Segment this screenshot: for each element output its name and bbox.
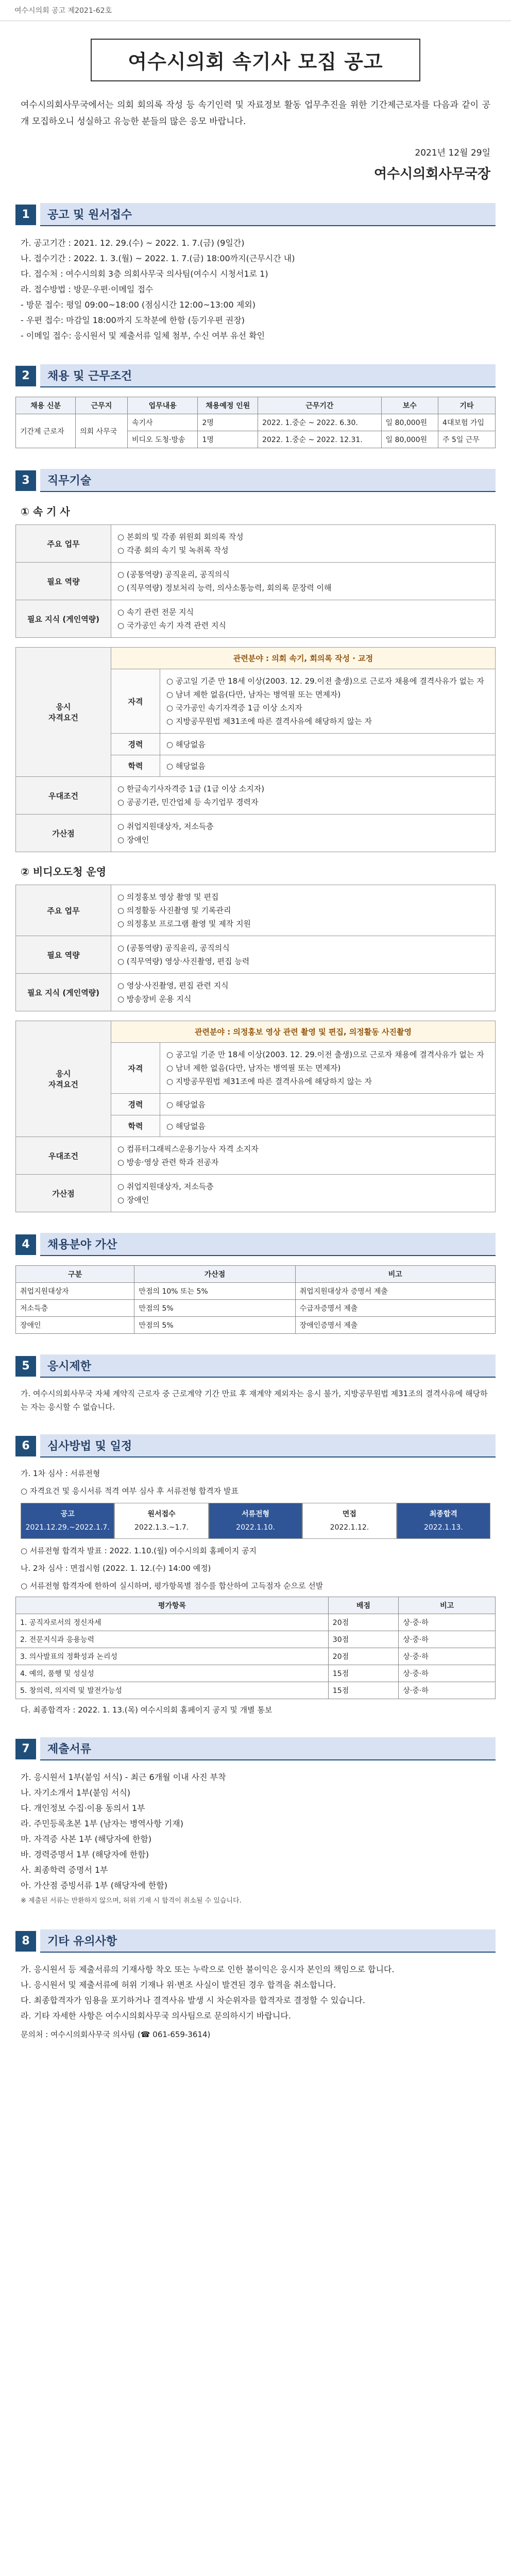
video-duty-table [15,885,496,1011]
documents-list [21,1770,490,1909]
list-item: 라. 기타 자세한 사항은 여수시의회사무국 의사팀으로 문의하시기 바랍니다. [21,2011,291,2021]
table-cell: 장애인증명서 제출 [295,1317,495,1334]
list-item: 나. 접수기간 : 2022. 1. 3.(월) ~ 2022. 1. 7.(금) 18:00까지(근무시간 내) [21,253,295,263]
table-header-row [16,1266,496,1283]
column-header: 채용 신분 [16,397,76,414]
table-row [16,1137,496,1175]
screening-result: ○ 서류전형 합격자 발표 : 2022. 1.10.(월) 여수시의회 홈페이지 공지 [21,1546,257,1555]
stenographer-requirements-table [15,647,496,852]
column-header: 배점 [328,1597,398,1614]
table-row [16,600,496,638]
restriction-text: 가. 여수시의회사무국 자체 계약직 근로자 중 근로계약 기간 만료 후 재계약 제외자는 응시 불가, 지방공무원법 제31조의 결격사유에 해당하는 자는 응시할 수 없습니다. [21,1389,488,1412]
announcement-date: 2021년 12월 29일 [415,148,490,158]
section-title: 심사방법 및 일정 [40,1434,496,1458]
column-header: 비고 [399,1597,496,1614]
section-number: 3 [15,470,36,491]
step-date: 2022.1.10. [236,1523,275,1532]
row-value [111,885,496,936]
value-line: ○ 영상·사진촬영, 편집 관련 지식 [117,981,229,990]
list-item: 가. 응시원서 등 제출서류의 기재사항 착오 또는 누락으로 인한 불이익은 응시자 본인의 책임으로 합니다. [21,1964,395,1974]
row-key: 응시 자격요건 [16,1021,111,1137]
table-cell: 만점의 5% [134,1300,295,1317]
schedule-step [114,1503,208,1539]
value-line: ○ 한글속기사자격증 1급 (1급 이상 소지자) [117,784,265,793]
section-3-heading [15,469,496,492]
related-field: 관련분야 : 의정홍보 영상 관련 촬영 및 편집, 의정활동 사진촬영 [111,1021,496,1043]
table-cell: 만점의 10% 또는 5% [134,1283,295,1300]
related-field: 관련분야 : 의회 속기, 회의록 작성 · 교정 [111,648,496,669]
bottom-spacer [0,2045,511,2066]
table-cell: 비디오 도청·방송 [127,431,197,448]
step-title: 서류전형 [241,1510,270,1518]
subsection-video: ② 비디오도청 운영 [21,866,107,878]
table-row [16,1665,496,1682]
table-row [16,1175,496,1212]
row-value [111,936,496,974]
table-cell: 20점 [328,1648,398,1665]
table-header-row [16,397,496,414]
schedule-step [302,1503,396,1539]
column-header: 비고 [295,1266,495,1283]
list-item: 다. 접수처 : 여수시의회 3층 의회사무국 의사팀(여수시 시청서1로 1) [21,269,268,279]
bonus-points-table [15,1265,496,1334]
table-row [16,1682,496,1699]
table-cell: 속기사 [127,414,197,431]
section-number: 1 [15,205,36,225]
section-title: 응시제한 [40,1354,496,1378]
step-date: 2021.12.29.~2022.1.7. [25,1523,110,1532]
list-item: 마. 자격증 사본 1부 (해당자에 한함) [21,1834,152,1844]
value-line: ○ 국가공인 속기 자격 관련 지식 [117,621,226,630]
section-1-heading [15,203,496,226]
table-row [16,1648,496,1665]
row-value [111,600,496,638]
list-item: 바. 경력증명서 1부 (해당자에 한함) [21,1850,149,1859]
table-cell: 일 80,000원 [381,414,438,431]
list-item: 가. 응시원서 1부(붙임 서식) - 최근 6개월 이내 사진 부착 [21,1772,226,1782]
notes-list [21,1962,490,2024]
evaluation-table [15,1597,496,1699]
table-row [16,414,496,431]
table-header-row [16,1597,496,1614]
list-item: - 방문 접수: 평일 09:00~18:00 (점심시간 12:00~13:00 제외) [21,300,256,310]
value-line: ○ 컴퓨터그래픽스운용기능사 자격 소지자 [117,1144,259,1154]
table-cell: 취업지원대상자 증명서 제출 [295,1283,495,1300]
table-row [16,1300,496,1317]
row-value [111,563,496,600]
row-subkey: 경력 [111,734,160,755]
column-header: 근무지 [76,397,128,414]
table-row [16,777,496,815]
table-cell: 1. 공직자로서의 정신자세 [16,1614,329,1631]
row-subkey: 경력 [111,1094,160,1115]
column-header: 구분 [16,1266,134,1283]
schedule-step [397,1503,490,1539]
table-cell: 기간제 근로자 [16,414,76,448]
value-line: ○ 장애인 [117,835,149,844]
list-item: 가. 공고기간 : 2021. 12. 29.(수) ~ 2022. 1. 7.(금) (9일간) [21,238,245,248]
value-line: ○ 지방공무원법 제31조에 따른 결격사유에 해당하지 않는 자 [166,717,372,726]
section-title: 기타 유의사항 [40,1929,496,1953]
value-line: ○ (직무역량) 영상·사진촬영, 편집 능력 [117,957,250,966]
row-value [111,777,496,815]
row-value: ○ 해당없음 [160,755,496,777]
step-title: 원서접수 [147,1510,176,1518]
step-title: 최종합격 [429,1510,457,1518]
row-subkey: 자격 [111,1043,160,1094]
value-line: ○ 취업지원대상자, 저소득층 [117,1182,214,1191]
table-cell: 2022. 1.중순 ~ 2022. 12.31. [258,431,382,448]
section-5-heading [15,1354,496,1378]
list-item: 나. 자기소개서 1부(붙임 서식) [21,1788,131,1798]
row-subkey: 학력 [111,755,160,777]
value-line: ○ 의정활동 사진촬영 및 기록관리 [117,906,231,915]
table-row [16,974,496,1011]
section-6-heading [15,1434,496,1458]
table-cell: 1명 [198,431,258,448]
list-item: 라. 주민등록초본 1부 (남자는 병역사항 기재) [21,1819,183,1828]
contact-info: 문의처 : 여수시의회사무국 의사팀 (☎ 061-659-3614) [21,2030,211,2039]
row-key: 필요 역량 [16,563,111,600]
section-number: 4 [15,1234,36,1255]
row-key: 주요 업무 [16,525,111,563]
issuer-name: 여수시의회사무국장 [373,166,490,182]
table-cell: 15점 [328,1682,398,1699]
table-cell: 장애인 [16,1317,134,1334]
step-date: 2022.1.13. [423,1523,463,1532]
row-subkey: 자격 [111,669,160,734]
row-key: 우대조건 [16,777,111,815]
list-item: 다. 개인정보 수집·이용 동의서 1부 [21,1803,145,1813]
title-wrap [0,21,511,92]
table-cell: 30점 [328,1631,398,1648]
table-cell: 4대보험 가입 [438,414,496,431]
value-line: ○ 취업지원대상자, 저소득층 [117,822,214,831]
announcement-number: 여수시의회 공고 제2021-62호 [0,0,511,21]
row-value [111,525,496,563]
list-item: 다. 최종합격자가 임용을 포기하거나 결격사유 발생 시 차순위자를 합격자로 결정할 수 있습니다. [21,1995,365,2005]
list-item: 라. 접수방법 : 방문·우편·이메일 접수 [21,284,154,294]
table-cell: 20점 [328,1614,398,1631]
table-cell: 일 80,000원 [381,431,438,448]
stenographer-duty-table [15,524,496,638]
row-value [111,815,496,852]
section-title: 공고 및 원서접수 [40,203,496,226]
row-value [111,974,496,1011]
value-line: ○ (공통역량) 공직윤리, 공직의식 [117,570,230,579]
value-line: ○ 공고일 기준 만 18세 이상(2003. 12. 29.이전 출생)으로 근로자 채용에 결격사유가 없는 자 [166,676,484,686]
value-line: ○ 공고일 기준 만 18세 이상(2003. 12. 29.이전 출생)으로 근로자 채용에 결격사유가 없는 자 [166,1050,484,1059]
table-cell: 취업지원대상자 [16,1283,134,1300]
table-cell: 만점의 5% [134,1317,295,1334]
column-header: 업무내용 [127,397,197,414]
table-cell: 저소득층 [16,1300,134,1317]
screening-step-1: 가. 1차 심사 : 서류전형 [21,1469,100,1478]
value-line: ○ 방송·영상 관련 학과 전공자 [117,1158,219,1167]
table-row [16,815,496,852]
value-line: ○ 지방공무원법 제31조에 따른 결격사유에 해당하지 않는 자 [166,1077,372,1086]
table-row [16,936,496,974]
screening-step-2: 나. 2차 심사 : 면접시험 (2022. 1. 12.(수) 14:00 예정) [21,1564,211,1573]
screening-detail: ○ 자격요건 및 응시서류 적격 여부 심사 후 서류전형 합격자 발표 [21,1486,239,1496]
value-line: ○ (직무역량) 정보처리 능력, 의사소통능력, 회의록 문장력 이해 [117,583,332,592]
list-item: - 우편 접수: 마감일 18:00까지 도착분에 한함 (등기우편 권장) [21,315,245,325]
row-key: 필요 역량 [16,936,111,974]
section-8-heading [15,1929,496,1953]
value-line: ○ 남녀 제한 없음(다만, 남자는 병역필 또는 면제자) [166,1063,341,1073]
value-line: ○ 공공기관, 민간업체 등 속기업무 경력자 [117,798,259,807]
step-title: 면접 [342,1510,356,1518]
table-cell: 2. 전문지식과 응용능력 [16,1631,329,1648]
section-number: 6 [15,1436,36,1456]
section-1-list [21,235,490,344]
list-item: 아. 가산점 증빙서류 1부 (해당자에 한함) [21,1880,168,1890]
section-title: 채용분야 가산 [40,1233,496,1256]
table-cell: 상·중·하 [399,1648,496,1665]
step-date: 2022.1.12. [330,1523,369,1532]
list-item: - 이메일 접수: 응시원서 및 제출서류 일체 첨부, 수신 여부 유선 확인 [21,331,265,341]
table-row [16,1631,496,1648]
table-cell: 상·중·하 [399,1631,496,1648]
row-value: ○ 해당없음 [160,734,496,755]
table-cell: 15점 [328,1665,398,1682]
section-title: 직무기술 [40,469,496,492]
table-cell: 의회 사무국 [76,414,128,448]
row-value [160,669,496,734]
column-header: 채용예정 인원 [198,397,258,414]
column-header: 가산점 [134,1266,295,1283]
row-key: 응시 자격요건 [16,648,111,777]
value-line: ○ 의정홍보 영상 촬영 및 편집 [117,892,219,902]
column-header: 근무기간 [258,397,382,414]
table-row [16,1614,496,1631]
schedule-steps [21,1503,490,1539]
table-cell: 상·중·하 [399,1614,496,1631]
row-key: 가산점 [16,815,111,852]
row-key: 필요 지식 (게인역량) [16,974,111,1011]
list-item: ※ 제출된 서류는 반환하지 않으며, 허위 기재 시 합격이 취소될 수 있습니다. [21,1897,242,1905]
section-number: 7 [15,1739,36,1759]
final-result: 다. 최종합격자 : 2022. 1. 13.(목) 여수시의회 홈페이지 공지 및 개별 통보 [21,1705,272,1715]
row-key: 가산점 [16,1175,111,1212]
row-subkey: 학력 [111,1115,160,1137]
section-2-heading [15,364,496,387]
row-key: 주요 업무 [16,885,111,936]
table-cell: 상·중·하 [399,1682,496,1699]
value-line: ○ 의정홍보 프로그램 촬영 및 제작 지원 [117,919,251,928]
value-line: ○ 각종 회의 속기 및 녹취록 작성 [117,546,229,555]
table-cell: 상·중·하 [399,1665,496,1682]
value-line: ○ 장애인 [117,1195,149,1205]
row-value: ○ 해당없음 [160,1115,496,1137]
value-line: ○ 국가공인 속기자격증 1급 이상 소지자 [166,703,302,713]
section-number: 8 [15,1931,36,1952]
row-value [111,1137,496,1175]
video-requirements-table [15,1021,496,1212]
step-date: 2022.1.3.~1.7. [134,1523,189,1532]
column-header: 평가항목 [16,1597,329,1614]
section-7-heading [15,1737,496,1760]
table-row [16,1021,496,1043]
interview-detail: ○ 서류전형 합격자에 한하여 실시하며, 평가항목별 점수를 합산하여 고득점자 순으로 선발 [21,1581,323,1590]
table-cell: 2명 [198,414,258,431]
table-cell: 수급자증명서 제출 [295,1300,495,1317]
schedule-step [209,1503,302,1539]
section-4-heading [15,1233,496,1256]
row-key: 필요 지식 (게인역량) [16,600,111,638]
table-cell: 5. 창의력, 의지력 및 발전가능성 [16,1682,329,1699]
employment-table [15,397,496,448]
row-value [111,1175,496,1212]
table-cell: 3. 의사발표의 정확성과 논리성 [16,1648,329,1665]
table-row [16,885,496,936]
value-line: ○ 방송장비 운용 지식 [117,994,192,1004]
subsection-stenographer: ① 속 기 사 [21,505,70,518]
table-row [16,1283,496,1300]
table-row [16,525,496,563]
section-number: 5 [15,1356,36,1377]
section-number: 2 [15,366,36,386]
value-line: ○ (공통역량) 공직윤리, 공직의식 [117,943,230,953]
step-title: 공고 [60,1510,75,1518]
page-title: 여수시의회 속기사 모집 공고 [91,39,420,81]
table-row [16,648,496,669]
value-line: ○ 본회의 및 각종 위원회 회의록 작성 [117,532,244,541]
table-cell: 주 5일 근무 [438,431,496,448]
table-cell: 2022. 1.중순 ~ 2022. 6.30. [258,414,382,431]
list-item: 나. 응시원서 및 제출서류에 허위 기재나 위·변조 사실이 발견된 경우 합격을 취소합니다. [21,1980,336,1990]
intro-text: 여수시의회사무국에서는 의회 회의록 작성 등 속기인력 및 자료정보 활동 업무추진을 위한 기간제근로자를 다음과 같이 공개 모집하오니 성실하고 유능한 분들의 많은 응모 바랍니다. [21,100,490,127]
table-row [16,1317,496,1334]
row-key: 우대조건 [16,1137,111,1175]
row-value: ○ 해당없음 [160,1094,496,1115]
list-item: 사. 최종학력 증명서 1부 [21,1865,108,1875]
schedule-step [21,1503,114,1539]
row-value [160,1043,496,1094]
section-title: 채용 및 근무조건 [40,364,496,387]
value-line: ○ 남녀 제한 없음(다만, 남자는 병역필 또는 면제자) [166,690,341,699]
value-line: ○ 속기 관련 전문 지식 [117,607,194,617]
table-cell: 4. 예의, 품행 및 성실성 [16,1665,329,1682]
column-header: 기타 [438,397,496,414]
table-row [16,563,496,600]
column-header: 보수 [381,397,438,414]
section-title: 제출서류 [40,1737,496,1760]
